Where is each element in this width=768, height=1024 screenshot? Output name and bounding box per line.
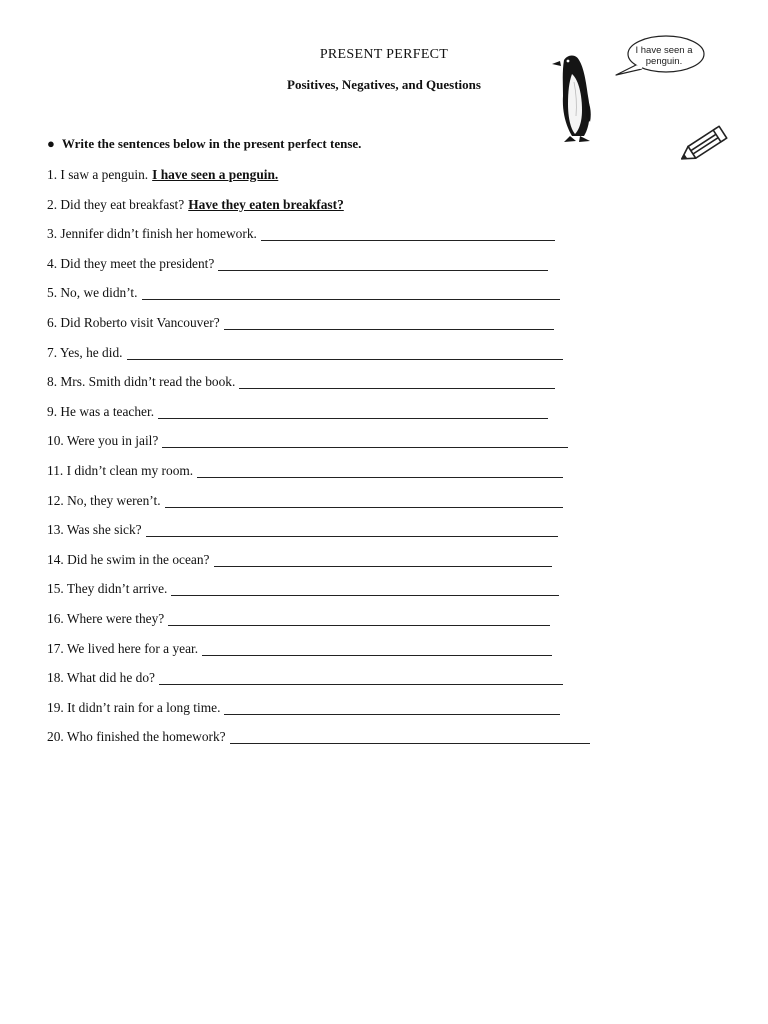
answer-blank[interactable] <box>202 639 552 656</box>
answer-blank[interactable] <box>168 609 550 626</box>
answer-blank[interactable] <box>197 461 563 478</box>
bullet-icon: ● <box>47 136 55 151</box>
exercise-item <box>47 402 647 432</box>
answer-blank[interactable] <box>218 254 548 271</box>
answer-blank[interactable] <box>224 313 554 330</box>
answer-blank[interactable] <box>146 520 558 537</box>
exercise-prompt: 18. What did he do? <box>47 670 155 686</box>
answer-blank[interactable] <box>142 283 560 300</box>
exercise-item <box>47 520 647 550</box>
answer-blank[interactable] <box>171 579 559 596</box>
exercise-prompt: 5. No, we didn’t. <box>47 285 138 301</box>
exercise-item <box>47 165 647 195</box>
page-title: PRESENT PERFECT <box>319 47 449 62</box>
exercise-item <box>47 609 647 639</box>
exercise-item <box>47 491 647 521</box>
exercise-prompt: 2. Did they eat breakfast? <box>47 196 185 212</box>
answer-blank[interactable] <box>127 343 563 360</box>
exercise-prompt: 16. Where were they? <box>47 610 165 626</box>
exercise-prompt: 8. Mrs. Smith didn’t read the book. <box>47 374 236 390</box>
exercise-prompt: 6. Did Roberto visit Vancouver? <box>47 314 220 330</box>
exercise-prompt: 4. Did they meet the president? <box>47 255 215 271</box>
answer-blank[interactable] <box>239 372 555 389</box>
exercise-prompt: 1. I saw a penguin. <box>47 167 149 182</box>
pencil-icon <box>676 122 734 168</box>
exercise-prompt: 17. We lived here for a year. <box>47 640 199 656</box>
answer-blank[interactable] <box>261 224 555 241</box>
exercise-item <box>47 372 647 402</box>
answer-blank[interactable] <box>162 431 568 448</box>
exercise-list <box>47 165 647 757</box>
exercise-prompt: 11. I didn’t clean my room. <box>47 462 194 478</box>
exercise-prompt: 9. He was a teacher. <box>47 403 155 419</box>
exercise-item <box>47 283 647 313</box>
penguin-icon <box>552 52 602 144</box>
answer-blank[interactable] <box>224 698 560 715</box>
answer-text: I have seen a penguin. <box>152 167 279 182</box>
exercise-item <box>47 195 647 225</box>
answer-text: Have they eaten breakfast? <box>188 196 344 212</box>
exercise-item <box>47 698 647 728</box>
exercise-item <box>47 254 647 284</box>
answer-blank[interactable] <box>158 402 548 419</box>
exercise-prompt: 3. Jennifer didn’t finish her homework. <box>47 226 257 242</box>
exercise-item <box>47 431 647 461</box>
instruction <box>47 136 361 152</box>
exercise-item <box>47 639 647 669</box>
exercise-prompt: 15. They didn’t arrive. <box>47 581 168 597</box>
exercise-prompt: 19. It didn’t rain for a long time. <box>47 699 221 715</box>
answer-blank[interactable] <box>214 550 552 567</box>
exercise-item <box>47 313 647 343</box>
exercise-item <box>47 224 647 254</box>
speech-bubble-text: I have seen a penguin. <box>635 45 693 67</box>
exercise-item <box>47 668 647 698</box>
exercise-prompt: 12. No, they weren’t. <box>47 492 161 508</box>
answer-blank[interactable] <box>159 668 563 685</box>
exercise-prompt: 14. Did he swim in the ocean? <box>47 551 210 567</box>
answer-blank[interactable] <box>230 727 590 744</box>
instruction-text: Write the sentences below in the present perfect tense. <box>61 136 362 151</box>
exercise-item <box>47 550 647 580</box>
exercise-item <box>47 343 647 373</box>
exercise-item <box>47 727 647 757</box>
exercise-prompt: 13. Was she sick? <box>47 522 142 538</box>
exercise-prompt: 10. Were you in jail? <box>47 433 159 449</box>
exercise-prompt: 7. Yes, he did. <box>47 344 123 360</box>
answer-blank[interactable] <box>165 491 563 508</box>
exercise-item <box>47 461 647 491</box>
exercise-item <box>47 579 647 609</box>
page-subtitle: Positives, Negatives, and Questions <box>287 77 481 92</box>
exercise-prompt: 20. Who finished the homework? <box>47 729 226 745</box>
